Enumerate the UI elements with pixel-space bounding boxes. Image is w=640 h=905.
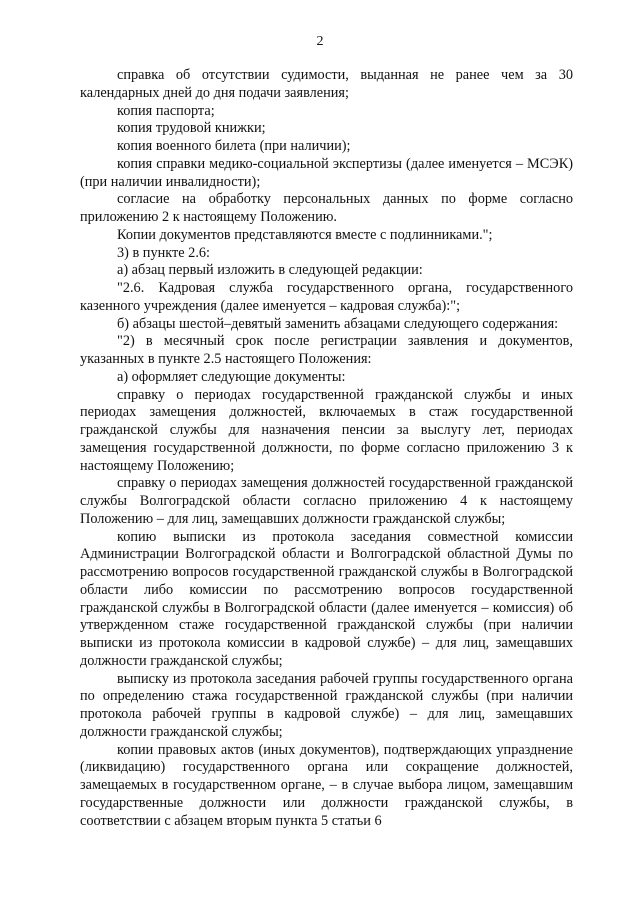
paragraph: 3) в пункте 2.6: xyxy=(117,244,211,261)
paragraph: "2.6. Кадровая служба государственного органа, государственного казенного учреждения (далее именуется – кадровая служба):"; xyxy=(80,280,573,314)
paragraph: а) оформляет следующие документы: xyxy=(117,368,346,385)
paragraph: согласие на обработку персональных данных по форме согласно приложению 2 к настоящему Положению. xyxy=(80,191,573,225)
paragraph: выписку из протокола заседания рабочей группы государственного органа по определению стажа государственной гражданской службы (при наличии протокола рабочей группы в кадровой службе) – для лиц, замещавших должности гражданской службы; xyxy=(80,670,573,740)
paragraph: копию выписки из протокола заседания совместной комиссии Администрации Волгоградской области и Волгоградской областной Думы по рассмотрению вопросов государственной гражданской службы в Волгоградской области либо комиссии по рассмотрению вопросов государственной гражданской службы в Волгоградской области (далее именуется – комиссия) об утвержденном стаже государственной гражданской службы (при наличии выписки из протокола комиссии в кадровой службе) – для лиц, замещавших должности гражданской службы; xyxy=(80,528,573,669)
paragraph: Копии документов представляются вместе с подлинниками."; xyxy=(117,226,493,243)
paragraph: б) абзацы шестой–девятый заменить абзацами следующего содержания: xyxy=(117,315,559,332)
document-body xyxy=(80,67,573,830)
paragraph: копия военного билета (при наличии); xyxy=(117,138,351,154)
paragraph: справка об отсутствии судимости, выданная не ранее чем за 30 календарных дней до дня подачи заявления; xyxy=(80,67,573,101)
paragraph: справку о периодах государственной гражданской службы и иных периодах замещения должностей, включаемых в стаж государственной гражданской службы для назначения пенсии за выслугу лет, периодах замещения государственной должности, по форме согласно приложению 3 к настоящему Положению; xyxy=(80,386,573,474)
paragraph: копия трудовой книжки; xyxy=(117,120,266,137)
paragraph: "2) в месячный срок после регистрации заявления и документов, указанных в пункте 2.5 настоящего Положения: xyxy=(80,333,573,367)
page-number: 2 xyxy=(316,34,324,49)
paragraph: справку о периодах замещения должностей государственной гражданской службы Волгоградской области согласно приложению 4 к настоящему Положению – для лиц, замещавших должности гражданской службы; xyxy=(80,475,573,527)
paragraph: а) абзац первый изложить в следующей редакции: xyxy=(117,262,423,279)
paragraph: копии правовых актов (иных документов), подтверждающих упразднение (ликвидацию) государственного органа или сокращение должностей, замещаемых в государственном органе, – в случае выбора лицом, замещавшим государственные должности или должности гражданской службы, в соответствии с абзацем вторым пункта 5 статьи 6 xyxy=(80,741,573,829)
paragraph: копия справки медико-социальной экспертизы (далее именуется – МСЭК) (при наличии инвалидности); xyxy=(80,155,573,190)
paragraph: копия паспорта; xyxy=(117,102,215,119)
